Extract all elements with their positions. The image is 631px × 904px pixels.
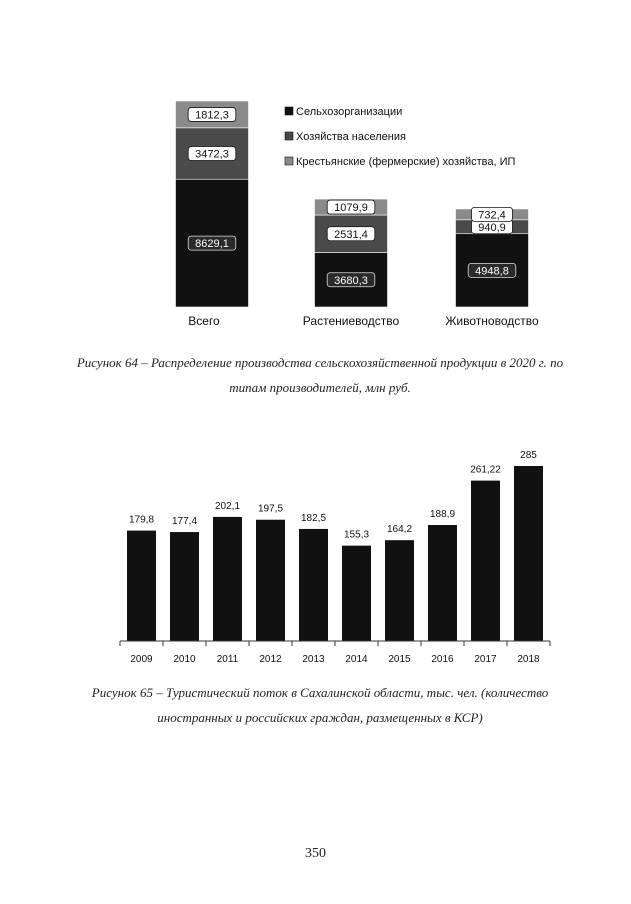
x-tick-label: 2016 <box>431 654 454 665</box>
bar <box>299 529 328 641</box>
data-label: 197,5 <box>257 503 284 515</box>
data-label: 182,5 <box>300 512 327 524</box>
stacked-bar-chart <box>0 0 631 340</box>
legend-swatch <box>285 132 293 140</box>
data-label: 261,22 <box>470 464 501 476</box>
bars <box>127 466 543 641</box>
data-label: 732,4 <box>478 209 506 222</box>
legend-label: Сельхозорганизации <box>296 106 403 118</box>
data-label: 202,1 <box>214 500 241 512</box>
legend-swatch <box>285 157 293 165</box>
data-label: 188,9 <box>429 509 456 521</box>
data-label: 2531,4 <box>334 228 368 241</box>
bar <box>342 546 371 641</box>
x-tick-label: 2011 <box>216 654 239 665</box>
x-tick-label: 2013 <box>302 654 325 665</box>
data-label: 164,2 <box>386 524 413 536</box>
data-label: 1812,3 <box>195 109 229 122</box>
bar <box>514 466 543 641</box>
legend-label: Крестьянские (фермерские) хозяйства, ИП <box>296 156 516 168</box>
category-label: Всего <box>188 314 220 328</box>
bar <box>127 531 156 641</box>
category-label: Растениеводство <box>302 314 400 328</box>
x-tick-label: 2010 <box>173 654 196 665</box>
category-label: Животноводство <box>445 314 539 328</box>
data-label: 3472,3 <box>195 148 229 161</box>
bar <box>213 517 242 641</box>
page-number: 350 <box>305 846 326 861</box>
bar <box>385 540 414 641</box>
x-tick-label: 2012 <box>259 654 282 665</box>
data-label: 177,4 <box>171 516 198 528</box>
x-tick-label: 2015 <box>388 654 411 665</box>
bar <box>428 525 457 641</box>
data-label: 940,9 <box>478 221 506 234</box>
figure-65-caption: Рисунок 65 – Туристический поток в Сахалинской области, тыс. чел. (количество иностранных и российских граждан, размещенных в КСР) <box>91 685 549 725</box>
chart-legend <box>285 106 516 168</box>
data-label: 179,8 <box>128 514 155 526</box>
x-tick-label: 2014 <box>345 654 368 665</box>
bar <box>170 532 199 641</box>
bar <box>256 520 285 641</box>
data-label: 4948,8 <box>475 265 509 278</box>
bar-chart <box>0 430 631 680</box>
x-axis <box>120 641 550 665</box>
x-tick-label: 2017 <box>474 654 497 665</box>
legend-label: Хозяйства населения <box>296 131 406 143</box>
data-label: 155,3 <box>343 529 370 541</box>
bar <box>471 481 500 641</box>
x-tick-label: 2009 <box>130 654 153 665</box>
data-label: 3680,3 <box>334 274 368 287</box>
legend-swatch <box>285 107 293 115</box>
data-label: 285 <box>520 450 537 461</box>
x-tick-label: 2018 <box>517 654 540 665</box>
data-label: 8629,1 <box>195 238 229 251</box>
figure-64-caption: Рисунок 64 – Распределение производства сельскохозяйственной продукции в 2020 г. по типам производителей, млн руб. <box>76 355 564 395</box>
category-labels <box>188 314 539 328</box>
data-label: 1079,9 <box>334 202 368 215</box>
